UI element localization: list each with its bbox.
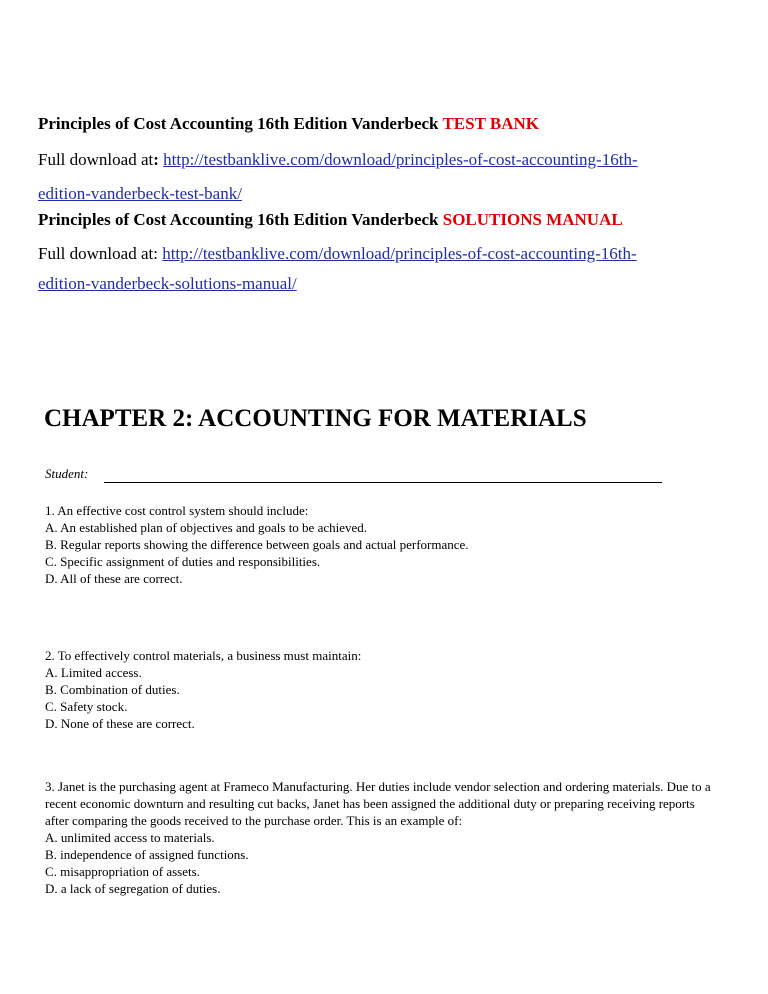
answer-option: D. None of these are correct.	[45, 716, 195, 731]
download-prefix-2: Full download at:	[38, 244, 158, 263]
download-prefix: Full download at	[38, 150, 154, 169]
solutions-link-continued-line	[38, 274, 297, 294]
question-stem: 3. Janet is the purchasing agent at Frameco Manufacturing. Her duties include vendor selection and ordering materials. Due to a recent economic downturn and resulting cut backs, Janet has been assigned the additional duty or preparing receiving reports after comparing the goods received to the purchase order. This is an example of:	[45, 779, 711, 828]
answer-option: D. a lack of segregation of duties.	[45, 881, 221, 896]
book-title-2: Principles of Cost Accounting 16th Edition Vanderbeck	[38, 210, 439, 229]
solutions-manual-label: SOLUTIONS MANUAL	[442, 210, 623, 229]
test-bank-link-continued-line	[38, 184, 242, 204]
chapter-title: CHAPTER 2: ACCOUNTING FOR MATERIALS	[44, 405, 587, 432]
answer-option: C. misappropriation of assets.	[45, 864, 200, 879]
test-bank-heading	[38, 114, 539, 134]
answer-option: B. Regular reports showing the difference between goals and actual performance.	[45, 537, 469, 552]
test-bank-label: TEST BANK	[442, 114, 539, 133]
question-3	[45, 778, 715, 897]
answer-option: C. Specific assignment of duties and responsibilities.	[45, 554, 321, 569]
answer-option: A. Limited access.	[45, 665, 142, 680]
answer-option: B. Combination of duties.	[45, 682, 180, 697]
student-name-line	[104, 482, 662, 483]
test-bank-link-continued[interactable]: edition-vanderbeck-test-bank/	[38, 184, 242, 203]
solutions-manual-heading	[38, 210, 623, 230]
solutions-download-line	[38, 244, 637, 264]
answer-option: C. Safety stock.	[45, 699, 128, 714]
answer-option: D. All of these are correct.	[45, 571, 183, 586]
test-bank-download-line	[38, 150, 638, 170]
book-title: Principles of Cost Accounting 16th Edition Vanderbeck	[38, 114, 439, 133]
solutions-manual-link[interactable]: http://testbanklive.com/download/principles-of-cost-accounting-16th-	[162, 244, 637, 263]
answer-option: A. unlimited access to materials.	[45, 830, 215, 845]
download-colon: :	[153, 150, 159, 169]
solutions-manual-link-continued[interactable]: edition-vanderbeck-solutions-manual/	[38, 274, 297, 293]
question-1	[45, 502, 469, 587]
student-label: Student:	[45, 466, 89, 481]
question-stem: 1. An effective cost control system should include:	[45, 503, 309, 518]
answer-option: A. An established plan of objectives and goals to be achieved.	[45, 520, 368, 535]
answer-option: B. independence of assigned functions.	[45, 847, 249, 862]
test-bank-link[interactable]: http://testbanklive.com/download/principles-of-cost-accounting-16th-	[163, 150, 638, 169]
question-stem: 2. To effectively control materials, a business must maintain:	[45, 648, 362, 663]
question-2	[45, 647, 361, 732]
